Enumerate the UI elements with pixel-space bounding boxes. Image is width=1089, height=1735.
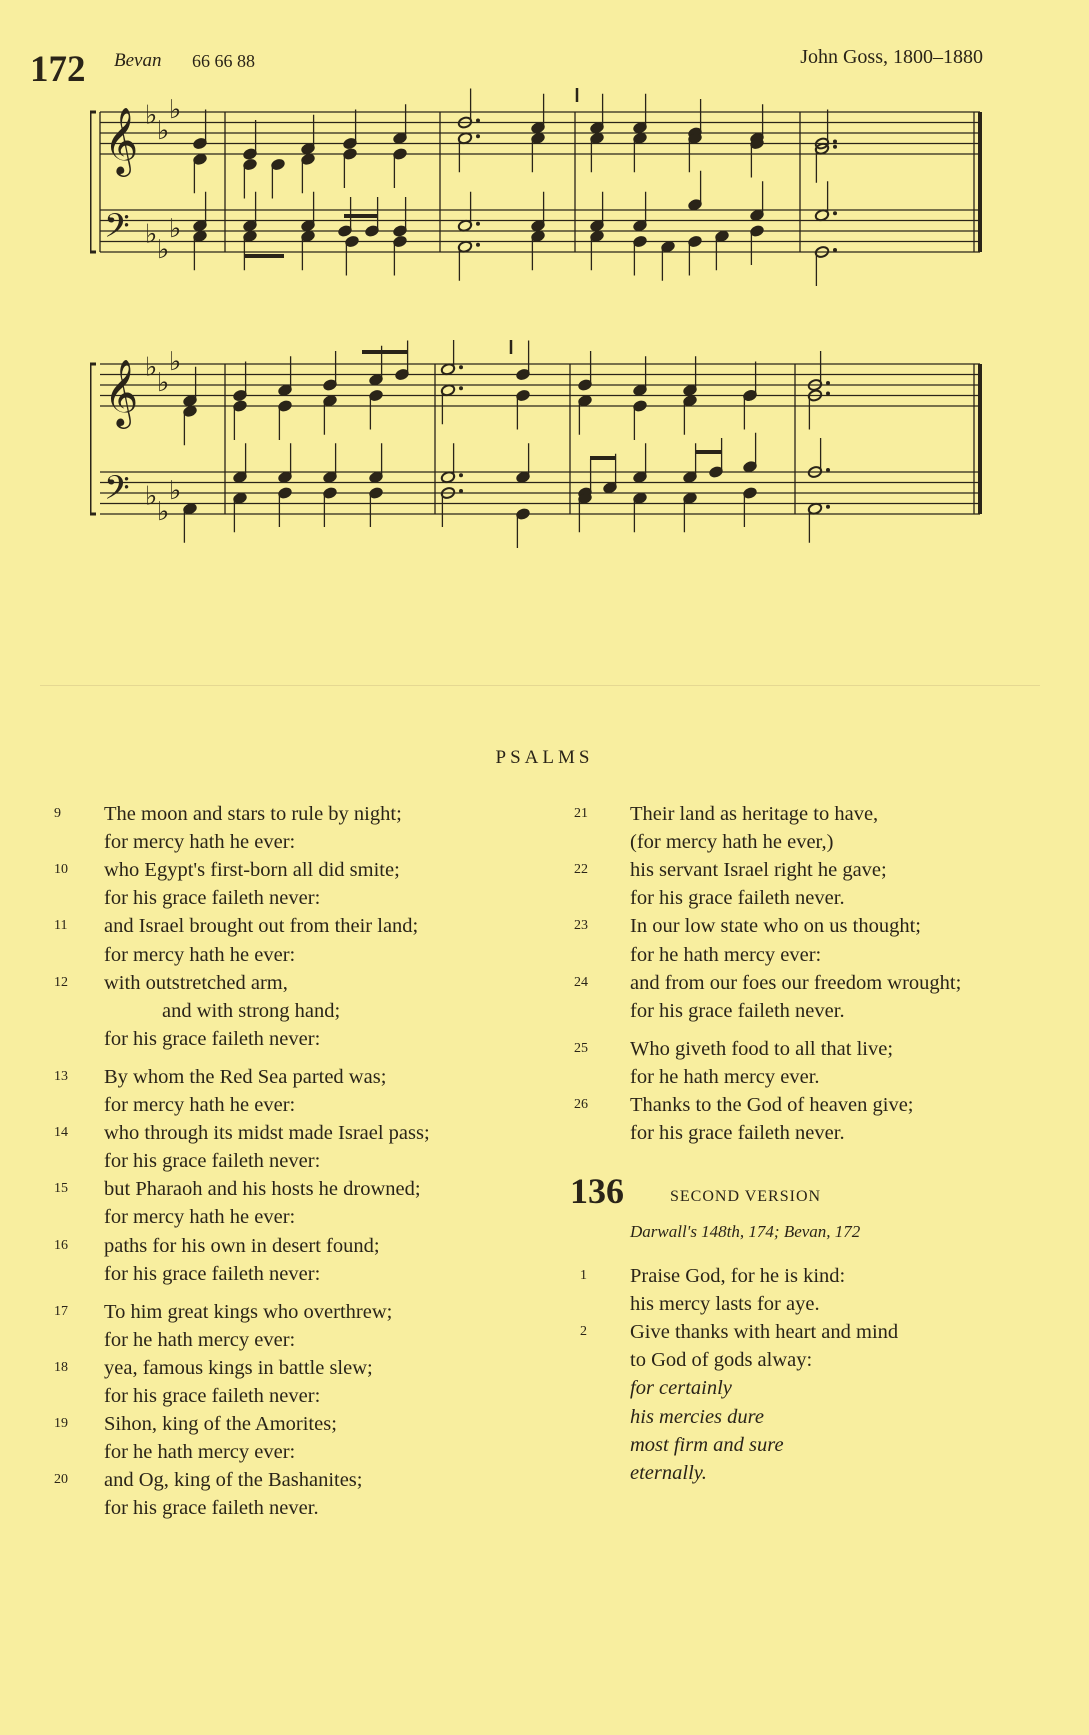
verse-line: his mercy lasts for aye.: [630, 1293, 820, 1316]
verse-line: and with strong hand;: [162, 999, 341, 1022]
verse-line: for he hath mercy ever.: [630, 1065, 820, 1088]
verse-line: for his grace faileth never:: [104, 1262, 321, 1285]
verse-number: 2: [580, 1324, 587, 1340]
verse-line: for he hath mercy ever:: [630, 943, 822, 966]
verse-number: 14: [54, 1125, 68, 1141]
note-dot: [459, 489, 463, 493]
flat-icon: ♭: [145, 219, 158, 250]
verse-line: for he hath mercy ever:: [104, 1441, 296, 1464]
fold-line: [40, 685, 1040, 686]
verse-number: 25: [574, 1040, 588, 1056]
flat-icon: ♭: [145, 352, 158, 383]
flat-icon: ♭: [157, 235, 170, 265]
tune-name: Bevan: [114, 50, 162, 71]
psalm-number: 136: [570, 1171, 624, 1211]
verse-number: 24: [574, 974, 588, 990]
note-dot: [476, 119, 480, 123]
verse-line: for mercy hath he ever:: [104, 831, 296, 854]
verse-number: 10: [54, 862, 68, 878]
verse-line: yea, famous kings in battle slew;: [104, 1356, 373, 1379]
verse-line: Their land as heritage to have,: [630, 803, 879, 825]
music-system-2: [90, 340, 990, 575]
verse-number: 23: [574, 918, 588, 934]
verse-number: 21: [574, 806, 588, 821]
verse-line: his servant Israel right he gave;: [630, 859, 887, 882]
verse-line: for his grace faileth never.: [630, 999, 845, 1022]
verse-line: for his grace faileth never.: [104, 1497, 319, 1520]
flat-icon: ♭: [145, 100, 158, 131]
verse-line: Who giveth food to all that live;: [630, 1037, 894, 1060]
note-dot: [826, 392, 830, 396]
refrain-line: eternally.: [630, 1461, 707, 1484]
system-bracket: [90, 364, 96, 514]
verse-line: for his grace faileth never.: [630, 887, 845, 910]
bass-clef-icon: 𝄢: [104, 207, 130, 254]
verse-line: Sihon, king of the Amorites;: [104, 1413, 337, 1436]
note-dot: [476, 134, 480, 138]
verse-number: 22: [574, 862, 588, 878]
music-system-1: [90, 88, 990, 313]
flat-icon: ♭: [157, 116, 170, 146]
verse-line: To him great kings who overthrew;: [104, 1300, 393, 1323]
verse-line: (for mercy hath he ever,): [630, 831, 834, 854]
verse-line: with outstretched arm,: [104, 971, 288, 994]
section-title: PSALMS: [495, 747, 594, 768]
tunes-reference: Darwall's 148th, 174; Bevan, 172: [630, 1222, 861, 1241]
verse-line: The moon and stars to rule by night;: [104, 803, 402, 825]
verse-line: paths for his own in desert found;: [104, 1234, 380, 1257]
hymn-number: 172: [30, 49, 86, 90]
verse-line: and Og, king of the Bashanites;: [104, 1469, 363, 1492]
note-dot: [826, 505, 830, 509]
verse-number: 26: [574, 1097, 588, 1112]
verse-number: 17: [54, 1303, 68, 1319]
verse-line: for his grace faileth never:: [104, 887, 321, 910]
verse-line: who through its midst made Israel pass;: [104, 1122, 430, 1145]
note-dot: [459, 365, 463, 369]
note-dot: [476, 222, 480, 226]
verse-number: 18: [54, 1359, 68, 1375]
treble-clef-icon: 𝄞: [104, 358, 139, 426]
verse-line: By whom the Red Sea parted was;: [104, 1065, 387, 1088]
refrain-line: his mercies dure: [630, 1405, 764, 1428]
verse-line: for he hath mercy ever:: [104, 1328, 296, 1351]
verse-line: Thanks to the God of heaven give;: [630, 1094, 914, 1116]
verse-line: who Egypt's first-born all did smite;: [104, 859, 400, 882]
bass-clef-icon: 𝄢: [104, 469, 130, 516]
verse-line: but Pharaoh and his hosts he drowned;: [104, 1178, 421, 1201]
verse-number: 9: [54, 806, 61, 821]
flat-icon: ♭: [157, 497, 170, 527]
note-dot: [459, 386, 463, 390]
flat-icon: ♭: [157, 368, 170, 398]
note-dot: [833, 211, 837, 215]
verse-line: for mercy hath he ever:: [104, 1206, 296, 1229]
flat-icon: ♭: [169, 347, 182, 377]
verse-line: for his grace faileth never:: [104, 1385, 321, 1407]
verse-line: and from our foes our freedom wrought;: [630, 971, 962, 994]
verse-number: 12: [54, 974, 68, 990]
note-dot: [476, 243, 480, 247]
verse-number: 11: [54, 918, 68, 934]
flat-icon: ♭: [145, 481, 158, 512]
verse-number: 1: [580, 1268, 587, 1283]
note-dot: [459, 473, 463, 477]
verse-line: for his grace faileth never.: [630, 1122, 845, 1145]
note-dot: [833, 145, 837, 149]
refrain-line: for certainly: [630, 1377, 732, 1400]
system-bracket: [90, 112, 96, 252]
verse-number: 19: [54, 1416, 68, 1432]
verse-line: and Israel brought out from their land;: [104, 915, 419, 938]
version-label: SECOND VERSION: [670, 1188, 822, 1205]
note-dot: [833, 248, 837, 252]
verse-number: 15: [54, 1181, 68, 1197]
composer: John Goss, 1800–1880: [800, 46, 983, 68]
verse-number: 16: [54, 1237, 68, 1253]
verse-line: for his grace faileth never:: [104, 1150, 321, 1173]
note-dot: [826, 468, 830, 472]
refrain-line: most firm and sure: [630, 1433, 784, 1456]
verse-line: In our low state who on us thought;: [630, 915, 921, 938]
note-dot: [833, 140, 837, 144]
verse-number: 13: [54, 1068, 68, 1084]
verse-line: for mercy hath he ever:: [104, 1094, 296, 1116]
flat-icon: ♭: [169, 476, 182, 506]
flat-icon: ♭: [169, 214, 182, 244]
treble-clef-icon: 𝄞: [104, 106, 139, 174]
verse-line: Praise God, for he is kind:: [630, 1265, 846, 1287]
verse-line: Give thanks with heart and mind: [630, 1321, 899, 1344]
verse-line: to God of gods alway:: [630, 1349, 813, 1372]
verse-number: 20: [54, 1472, 68, 1488]
meter: 66 66 88: [192, 51, 255, 71]
verse-line: for mercy hath he ever:: [104, 943, 296, 966]
note-dot: [826, 381, 830, 385]
flat-icon: ♭: [169, 95, 182, 125]
verse-line: for his grace faileth never:: [104, 1027, 321, 1050]
